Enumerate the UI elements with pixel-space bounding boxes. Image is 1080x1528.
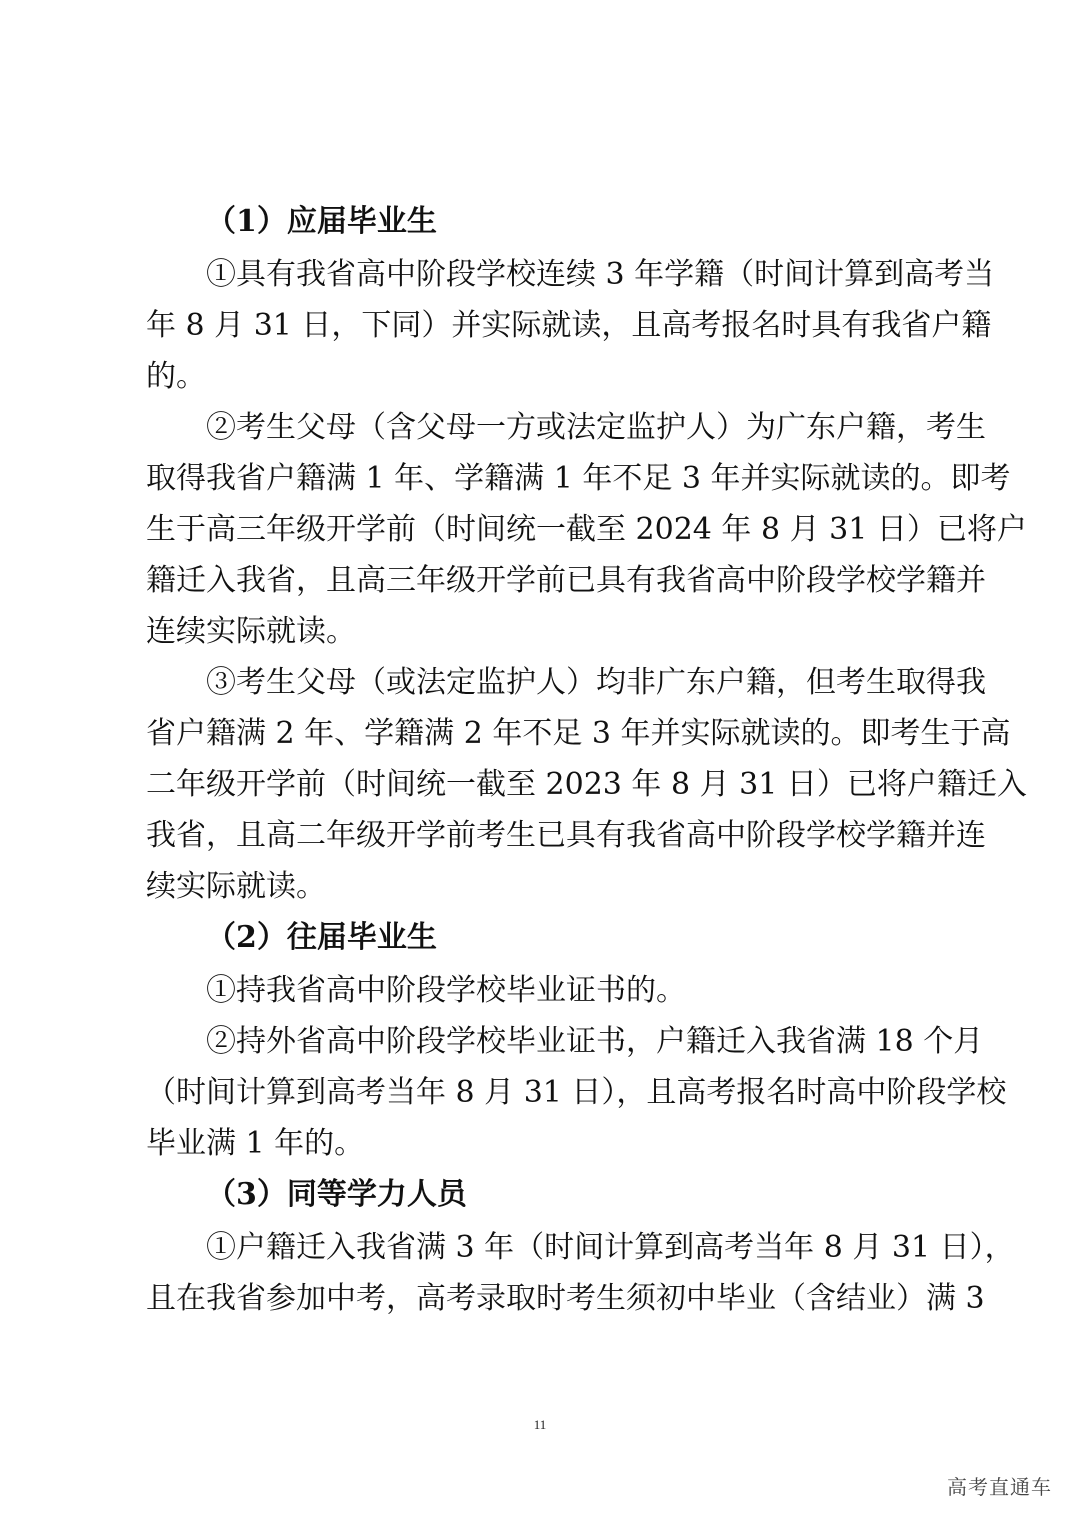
section-heading: （1）应届毕业生 [206, 204, 437, 239]
paragraph [146, 1222, 1015, 1324]
text-line: （时间计算到高考当年 8 月 31 日），且高考报名时高中阶段学校 [146, 1075, 1007, 1110]
text-line: ①户籍迁入我省满 3 年（时间计算到高考当年 8 月 31 日）， [206, 1230, 1015, 1265]
text-line: ①具有我省高中阶段学校连续 3 年学籍（时间计算到高考当 [206, 257, 995, 292]
paragraph [146, 657, 1027, 912]
text-line: 生于高三年级开学前（时间统一截至 2024 年 8 月 31 日）已将户 [146, 512, 1027, 547]
text-line: 连续实际就读。 [146, 614, 356, 649]
document-body [146, 196, 1027, 1324]
page-number: 11 [533, 1417, 547, 1432]
text-line: 二年级开学前（时间统一截至 2023 年 8 月 31 日）已将户籍迁入 [146, 767, 1027, 802]
text-line: 且在我省参加中考，高考录取时考生须初中毕业（含结业）满 3 [146, 1281, 985, 1316]
section-heading: （3）同等学力人员 [206, 1177, 467, 1212]
section-heading: （2）往届毕业生 [206, 920, 437, 955]
text-line: 我省，且高二年级开学前考生已具有我省高中阶段学校学籍并连 [146, 818, 986, 853]
text-line: 年 8 月 31 日，下同）并实际就读，且高考报名时具有我省户籍 [146, 308, 992, 343]
text-line: 省户籍满 2 年、学籍满 2 年不足 3 年并实际就读的。即考生于高 [146, 716, 1011, 751]
text-line: ①持我省高中阶段学校毕业证书的。 [206, 973, 686, 1008]
paragraph [146, 1016, 1007, 1169]
text-line: 籍迁入我省，且高三年级开学前已具有我省高中阶段学校学籍并 [146, 563, 986, 598]
paragraph [146, 249, 995, 402]
text-line: 的。 [146, 359, 206, 394]
text-line: 取得我省户籍满 1 年、学籍满 1 年不足 3 年并实际就读的。即考 [146, 461, 1011, 496]
text-line: ③考生父母（或法定监护人）均非广东户籍，但考生取得我 [206, 665, 986, 700]
paragraph [146, 402, 1027, 657]
text-line: ②考生父母（含父母一方或法定监护人）为广东户籍，考生 [206, 410, 986, 445]
watermark: 高考直通车 [947, 1475, 1052, 1499]
text-line: 毕业满 1 年的。 [146, 1126, 365, 1161]
text-line: ②持外省高中阶段学校毕业证书，户籍迁入我省满 18 个月 [206, 1024, 984, 1059]
paragraph [146, 965, 946, 1016]
text-line: 续实际就读。 [146, 869, 326, 904]
